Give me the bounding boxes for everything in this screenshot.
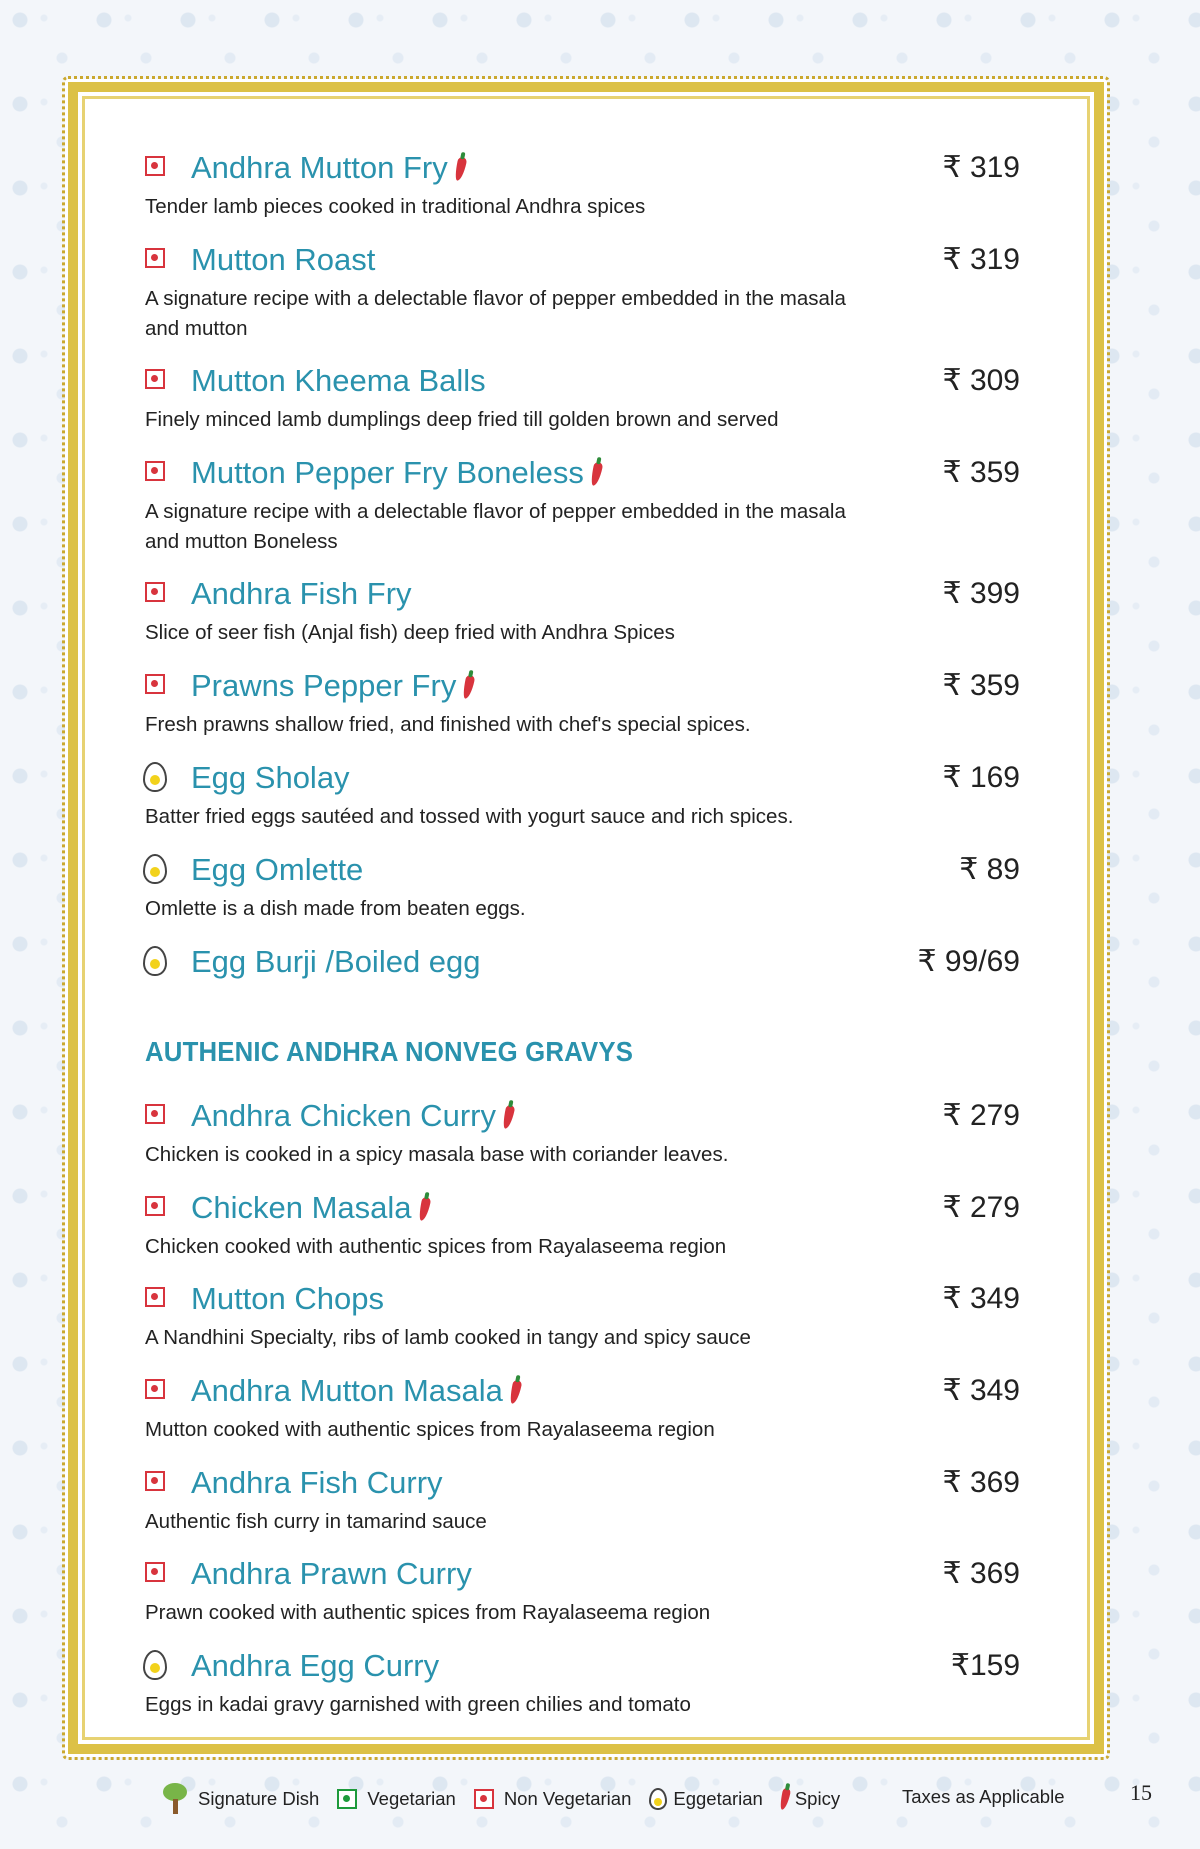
menu-item — [145, 148, 1020, 222]
item-price: ₹ 319 — [942, 151, 1020, 184]
item-price: ₹159 — [950, 1649, 1020, 1682]
menu-item-row — [145, 148, 1020, 192]
item-name — [191, 1188, 429, 1228]
item-price: ₹ 369 — [942, 1557, 1020, 1590]
item-name-text: Egg Omlette — [191, 852, 364, 887]
item-price: ₹ 169 — [942, 761, 1020, 794]
menu-item — [145, 942, 1020, 986]
menu-item-row — [145, 1554, 1020, 1598]
nonveg-icon — [145, 461, 165, 481]
menu-item — [145, 1371, 1020, 1445]
item-name-text: Andhra Prawn Curry — [191, 1556, 472, 1591]
item-name-text: Mutton Kheema Balls — [191, 363, 486, 398]
legend-veg-label: Vegetarian — [367, 1788, 456, 1809]
item-name-text: Prawns Pepper Fry — [191, 668, 457, 703]
nonveg-icon — [145, 248, 165, 268]
item-description: Tender lamb pieces cooked in traditional Andhra spices — [145, 195, 646, 218]
item-name — [191, 574, 412, 614]
menu-item-row — [145, 1096, 1020, 1140]
legend-nonveg — [474, 1788, 632, 1810]
item-price: ₹ 349 — [942, 1374, 1020, 1407]
legend — [160, 1784, 858, 1814]
tree-icon — [160, 1783, 190, 1815]
item-name — [191, 148, 465, 188]
nonveg-icon — [145, 1379, 165, 1399]
menu-item-row — [145, 574, 1020, 618]
item-description: Chicken is cooked in a spicy masala base with coriander leaves. — [145, 1143, 729, 1166]
menu-item — [145, 1554, 1020, 1628]
menu-item — [145, 361, 1020, 435]
chili-icon — [509, 1379, 523, 1404]
item-name-text: Mutton Roast — [191, 242, 376, 277]
legend-spicy — [781, 1788, 840, 1810]
item-price: ₹ 309 — [942, 364, 1020, 397]
menu-item — [145, 1646, 1020, 1720]
legend-signature-label: Signature Dish — [198, 1788, 320, 1809]
nonveg-icon — [145, 156, 165, 176]
chili-icon — [779, 1787, 791, 1810]
item-name — [191, 666, 473, 706]
item-price: ₹ 369 — [942, 1466, 1020, 1499]
nonveg-icon — [145, 1562, 165, 1582]
menu-content — [145, 0, 1020, 1849]
item-price: ₹ 99/69 — [917, 945, 1020, 978]
item-name — [191, 1463, 443, 1503]
item-price: ₹ 349 — [942, 1282, 1020, 1315]
section-heading: AUTHENIC ANDHRA NONVEG GRAVYS — [145, 1036, 634, 1067]
item-description: A Nandhini Specialty, ribs of lamb cooked in tangy and spicy sauce — [145, 1326, 751, 1349]
menu-item-row — [145, 850, 1020, 894]
item-description: A signature recipe with a delectable flavor of pepper embedded in the masala and mutton Boneless — [145, 500, 846, 553]
legend-nonveg-label: Non Vegetarian — [503, 1788, 632, 1809]
nonveg-icon — [145, 369, 165, 389]
nonveg-icon — [145, 582, 165, 602]
item-description: Batter fried eggs sautéed and tossed with yogurt sauce and rich spices. — [145, 805, 794, 828]
legend-veg — [337, 1788, 455, 1810]
item-description: Fresh prawns shallow fried, and finished with chef's special spices. — [145, 713, 751, 736]
item-description: Mutton cooked with authentic spices from Rayalaseema region — [145, 1418, 715, 1441]
nonveg-icon — [474, 1789, 494, 1809]
item-description: Slice of seer fish (Anjal fish) deep fried with Andhra Spices — [145, 621, 675, 644]
item-name — [191, 850, 363, 890]
item-name — [191, 1096, 513, 1136]
item-description: Chicken cooked with authentic spices from Rayalaseema region — [145, 1235, 727, 1258]
item-name-text: Egg Burji /Boiled egg — [191, 944, 481, 979]
item-name — [191, 758, 350, 798]
item-price: ₹ 319 — [942, 243, 1020, 276]
nonveg-icon — [145, 1287, 165, 1307]
item-name-text: Mutton Chops — [191, 1281, 384, 1316]
legend-spicy-label: Spicy — [794, 1788, 841, 1809]
page-number: 15 — [1130, 1780, 1152, 1805]
menu-item-row — [145, 1463, 1020, 1507]
menu-item-row — [145, 361, 1020, 405]
item-name — [191, 240, 375, 280]
item-description: Eggs in kadai gravy garnished with green chilies and tomato — [145, 1693, 691, 1716]
item-description: Prawn cooked with authentic spices from Rayalaseema region — [145, 1601, 711, 1624]
item-description: Authentic fish curry in tamarind sauce — [145, 1510, 487, 1533]
taxes-note: Taxes as Applicable — [902, 1786, 1065, 1807]
menu-item-row — [145, 1188, 1020, 1232]
legend-egg — [649, 1788, 762, 1810]
egg-icon — [143, 1650, 167, 1680]
item-name — [191, 361, 486, 401]
legend-signature — [160, 1783, 319, 1815]
chili-icon — [502, 1104, 516, 1129]
item-name-text: Andhra Mutton Masala — [191, 1373, 503, 1408]
item-name-text: Andhra Chicken Curry — [191, 1098, 496, 1133]
menu-item — [145, 1463, 1020, 1537]
menu-item — [145, 453, 1020, 557]
veg-icon — [337, 1789, 357, 1809]
menu-item — [145, 240, 1020, 344]
item-price: ₹ 399 — [942, 577, 1020, 610]
item-name — [191, 1554, 472, 1594]
egg-icon — [143, 762, 167, 792]
menu-item — [145, 850, 1020, 924]
menu-item-row — [145, 1371, 1020, 1415]
item-name-text: Egg Sholay — [191, 760, 350, 795]
menu-item-row — [145, 1646, 1020, 1690]
chili-icon — [462, 674, 476, 699]
item-name — [191, 942, 481, 982]
item-description: Finely minced lamb dumplings deep fried till golden brown and served — [145, 408, 779, 431]
item-name — [191, 1646, 439, 1686]
nonveg-icon — [145, 674, 165, 694]
item-price: ₹ 279 — [942, 1099, 1020, 1132]
menu-item-row — [145, 453, 1020, 497]
item-name-text: Chicken Masala — [191, 1190, 412, 1225]
item-name — [191, 1371, 520, 1411]
menu-item — [145, 574, 1020, 648]
item-description: A signature recipe with a delectable flavor of pepper embedded in the masala and mutton — [145, 287, 846, 340]
menu-item-row — [145, 1279, 1020, 1323]
menu-item-row — [145, 240, 1020, 284]
chili-icon — [417, 1196, 431, 1221]
menu-item — [145, 1279, 1020, 1353]
chili-icon — [453, 156, 467, 181]
item-description: Omlette is a dish made from beaten eggs. — [145, 897, 526, 920]
item-name — [191, 453, 601, 493]
egg-icon — [649, 1788, 667, 1810]
menu-item — [145, 1188, 1020, 1262]
item-price: ₹ 279 — [942, 1191, 1020, 1224]
menu-item — [145, 1096, 1020, 1170]
item-price: ₹ 359 — [942, 456, 1020, 489]
egg-icon — [143, 854, 167, 884]
menu-item — [145, 758, 1020, 832]
legend-egg-label: Eggetarian — [673, 1788, 763, 1809]
menu-item-row — [145, 666, 1020, 710]
menu-item — [145, 666, 1020, 740]
item-name-text: Mutton Pepper Fry Boneless — [191, 455, 584, 490]
item-price: ₹ 359 — [942, 669, 1020, 702]
item-name-text: Andhra Fish Fry — [191, 576, 412, 611]
item-name-text: Andhra Mutton Fry — [191, 150, 448, 185]
nonveg-icon — [145, 1471, 165, 1491]
item-name-text: Andhra Egg Curry — [191, 1648, 440, 1683]
nonveg-icon — [145, 1104, 165, 1124]
menu-item-row — [145, 942, 1020, 986]
item-price: ₹ 89 — [959, 853, 1020, 886]
item-name-text: Andhra Fish Curry — [191, 1465, 443, 1500]
chili-icon — [589, 461, 603, 486]
egg-icon — [143, 946, 167, 976]
item-name — [191, 1279, 384, 1319]
nonveg-icon — [145, 1196, 165, 1216]
menu-item-row — [145, 758, 1020, 802]
